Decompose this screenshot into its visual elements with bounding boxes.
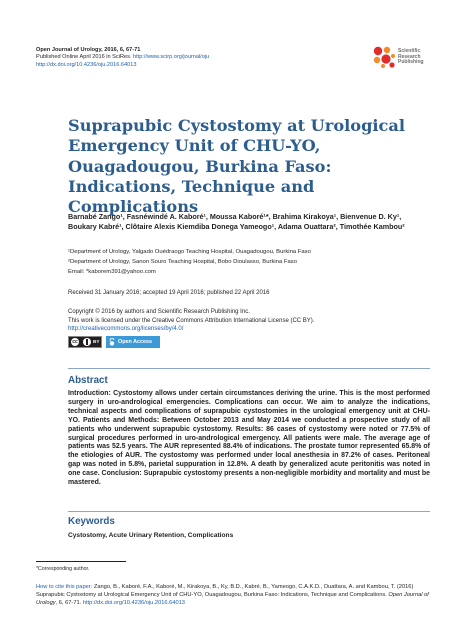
publisher-name-line1: Scientific — [398, 48, 421, 54]
copyright-line: Copyright © 2016 by authors and Scientific Research Publishing Inc. — [68, 309, 250, 315]
how-to-cite — [36, 583, 440, 608]
attribution-person-icon — [83, 338, 91, 346]
journal-citation-line: Open Journal of Urology, 2016, 6, 67-71 — [36, 47, 141, 53]
published-online-line — [36, 54, 356, 61]
citation-doi-link[interactable]: http://dx.doi.org/10.4236/oju.2016.64013 — [82, 600, 185, 607]
citation-text: Zango, B., Kaboré, F.A., Kaboré, M., Kirakoya, B., Ky, B.D., Kabré, B., Yameogo, C.A.K.D., Ouattara, A. and Kambou, T. (2016) Suprapubic Cystostomy at Urological Emergency Unit of CHU-YO, Ouagadougou, Burkina Faso: Indications, Technique and Complications. — [36, 584, 414, 599]
publisher-logo — [372, 45, 442, 71]
affiliation-2: ²Department of Urology, Sanon Souro Teaching Hospital, Bobo Dioulasso, Burkina Faso — [68, 258, 297, 265]
publisher-name — [398, 49, 424, 66]
copyright-block — [68, 308, 428, 334]
corresponding-author-footnote: *Corresponding author. — [36, 566, 90, 572]
footnote-rule — [36, 561, 126, 562]
license-line: This work is licensed under the Creative Commons Attribution International License (CC BY). — [68, 317, 315, 324]
open-access-badge[interactable] — [106, 336, 160, 348]
how-to-cite-label: How to cite this paper: — [36, 584, 94, 590]
abstract-heading: Abstract — [68, 375, 108, 386]
license-link[interactable]: http://creativecommons.org/licenses/by/4.0/ — [68, 326, 184, 333]
keywords-top-rule — [68, 511, 430, 512]
scientific-research-publishing-logo-icon — [372, 45, 396, 69]
journal-header — [36, 47, 356, 69]
corresponding-email: Email: *kaborem391@yahoo.com — [68, 268, 156, 275]
abstract-top-rule — [68, 368, 430, 369]
open-lock-icon — [109, 338, 115, 346]
citation-volume-pages: , 6, 67-71. — [55, 600, 83, 607]
publisher-name-line3: Publishing — [398, 59, 424, 66]
creative-commons-icon: cc — [72, 339, 78, 345]
journal-url-link[interactable]: http://www.scirp.org/journal/oju — [133, 54, 210, 61]
cc-by-badge[interactable] — [68, 336, 102, 348]
cc-by-label: BY — [93, 339, 100, 344]
keywords-text: Cystostomy, Acute Urinary Retention, Complications — [68, 532, 234, 539]
publication-dates: Received 31 January 2016; accepted 19 April 2016; published 22 April 2016 — [68, 290, 270, 296]
affiliations — [68, 248, 428, 277]
doi-link[interactable]: http://dx.doi.org/10.4236/oju.2016.64013 — [36, 61, 137, 68]
published-online-text: Published Online April 2016 in SciRes. — [36, 54, 134, 61]
publisher-name-line2: Research — [398, 53, 421, 60]
paper-title: Suprapubic Cystostomy at Urological Emergency Unit of CHU-YO, Ouagadougou, Burkina Faso: Indications, Technique and Complications — [68, 116, 406, 217]
author-list: Barnabé Zango¹, Fasnéwindé A. Kaboré¹, Moussa Kaboré¹*, Brahima Kirakoya¹, Bienvenue D. Ky¹, Boukary Kabré¹, Clôtaire Alexis Kiemdiba Donega Yameogo¹, Adama Ouattara², Timothée Kambou² — [68, 212, 405, 232]
affiliation-1: ¹Department of Urology, Yalgado Ouédraogo Teaching Hospital, Ouagadougou, Burkina Faso — [68, 249, 311, 255]
abstract-text: Introduction: Cystostomy allows under certain circumstances deriving the urine. This is the most performed surgery in uro-andrological emergencies. Complications can occur. We aim to analyze the indications, technical aspects and complications of suprapubic cystostomies in the urological emergency unit at CHU-YO. Patients and Methods: Between October 2013 and May 2014 we conducted a prospective study of all patients who underwent suprapubic cystostomy. Results: 86 cases of cystostomy were noted or 77.5% of surgical procedures performed in uro-andrological emergency. All patients were male. The average age of patients was 52.5 years. The AUR represented 88.4% of indications. The prostate tumor represented 65.8% of the etiologies of AUR. The cystostomy was performed under local anesthesia in 87.2% of cases. Peritoneal gap was noted in 5.8%, parietal suppuration in 12.8%. A death by generalized acute peritonitis was noted in one case. Conclusion: Suprapubic cystostomy presents a non-negligible morbidity and mortality and must be mastered. — [68, 390, 430, 487]
citation-journal: Open Journal of Urology — [36, 592, 429, 607]
keywords-heading: Keywords — [68, 516, 115, 527]
open-access-label: Open Access — [118, 339, 152, 345]
